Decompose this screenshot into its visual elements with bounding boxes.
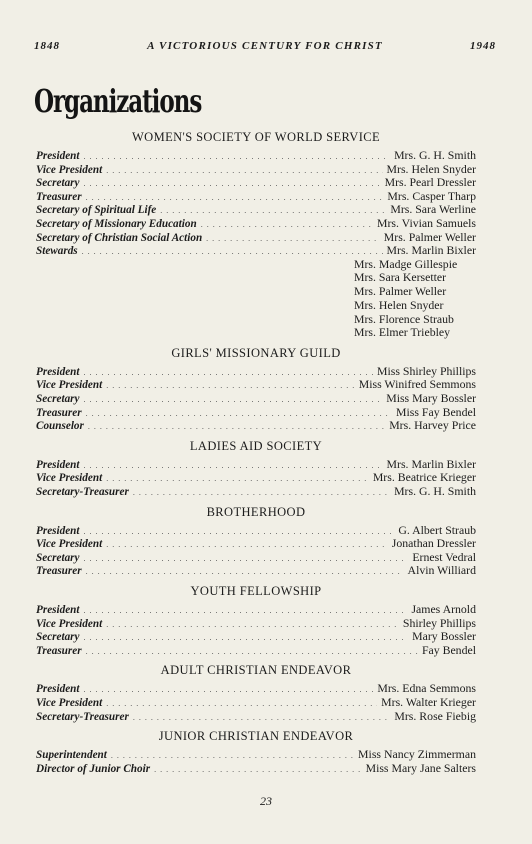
dot-leader xyxy=(84,150,391,164)
officer-row xyxy=(36,682,476,696)
officer-role: Secretary of Christian Social Action xyxy=(36,231,203,244)
section-title: ADULT CHRISTIAN ENDEAVOR xyxy=(160,663,352,678)
officer-name: Miss Winifred Semmons xyxy=(358,377,476,392)
officer-row xyxy=(36,244,476,258)
dot-leader xyxy=(84,683,374,697)
officer-name: Mrs. Sara Werline xyxy=(390,202,476,217)
officer-role: Treasurer xyxy=(36,406,82,419)
officer-name: Mrs. Beatrice Krieger xyxy=(372,470,476,485)
dot-leader xyxy=(84,177,381,191)
dot-leader xyxy=(106,538,388,552)
officer-name: Mrs. G. H. Smith xyxy=(394,148,476,162)
officer-row xyxy=(36,762,476,776)
officer-row xyxy=(36,378,476,392)
officer-row xyxy=(36,406,476,420)
officer-name: Jonathan Dressler xyxy=(391,536,476,551)
dot-leader xyxy=(160,204,386,218)
officer-role: Secretary of Missionary Education xyxy=(36,217,197,230)
officer-role: Secretary xyxy=(36,177,80,190)
header-title: A VICTORIOUS CENTURY FOR CHRIST xyxy=(147,40,383,52)
officer-name: Miss Nancy Zimmerman xyxy=(358,747,476,762)
officer-row xyxy=(36,564,476,578)
officer-row xyxy=(36,485,476,499)
officer-name: Mrs. Palmer Weller xyxy=(383,229,476,244)
organization-section xyxy=(36,584,476,657)
dot-leader xyxy=(86,645,418,659)
dot-leader xyxy=(106,164,382,178)
officer-role: Stewards xyxy=(36,245,78,258)
officer-role: Secretary-Treasurer xyxy=(36,710,129,723)
officer-role: Vice President xyxy=(36,696,103,709)
header-year-start: 1848 xyxy=(34,40,60,52)
officer-role: President xyxy=(36,524,80,537)
section-title: WOMEN'S SOCIETY OF WORLD SERVICE xyxy=(131,130,381,144)
officer-row xyxy=(36,471,476,485)
organization-section xyxy=(36,130,476,340)
officer-name: Mrs. Edna Semmons xyxy=(377,681,476,696)
dot-leader xyxy=(133,486,390,500)
dot-leader xyxy=(84,366,374,380)
officer-name: Mrs. Marlin Bixler xyxy=(386,243,476,258)
officer-role: Director of Junior Choir xyxy=(36,762,151,775)
officer-row xyxy=(36,524,476,538)
officer-row xyxy=(36,458,476,472)
officer-row xyxy=(36,603,476,617)
steward-name: Mrs. Helen Snyder xyxy=(354,297,444,312)
officer-row xyxy=(36,203,476,217)
officer-name: James Arnold xyxy=(411,602,476,616)
officer-role: President xyxy=(36,150,80,162)
officer-row xyxy=(36,630,476,644)
officer-name: G. Albert Straub xyxy=(398,522,476,537)
dot-leader xyxy=(84,604,408,618)
officer-row xyxy=(36,696,476,710)
officer-role: Secretary of Spiritual Life xyxy=(36,204,157,217)
officer-name: Mrs. Harvey Price xyxy=(389,418,476,433)
officer-role: Vice President xyxy=(36,472,103,485)
officer-role: Treasurer xyxy=(36,565,82,578)
officer-role: President xyxy=(36,458,80,471)
officer-role: Superintendent xyxy=(36,749,107,762)
officer-row xyxy=(36,392,476,406)
officer-name: Alvin Williard xyxy=(407,563,476,578)
officer-row xyxy=(36,551,476,565)
officer-role: Vice President xyxy=(36,538,103,551)
officer-row xyxy=(36,644,476,658)
dot-leader xyxy=(84,631,409,645)
officer-row xyxy=(36,217,476,231)
officer-name: Mrs. Marlin Bixler xyxy=(386,456,476,471)
officer-name: Mrs. Helen Snyder xyxy=(386,161,476,176)
officer-row xyxy=(36,190,476,204)
dot-leader xyxy=(201,218,373,232)
dot-leader xyxy=(106,618,399,632)
officer-name: Mrs. Vivian Samuels xyxy=(376,215,476,230)
officer-role: Counselor xyxy=(36,420,84,433)
steward-name: Mrs. Palmer Weller xyxy=(354,284,447,299)
officer-name: Mary Bossler xyxy=(412,629,476,644)
officer-name: Shirley Phillips xyxy=(402,615,476,630)
dot-leader xyxy=(82,245,383,259)
officer-role: President xyxy=(36,683,80,696)
dot-leader xyxy=(206,232,380,246)
officer-role: Secretary xyxy=(36,393,80,406)
officer-row xyxy=(36,710,476,724)
officer-row xyxy=(36,365,476,379)
officer-row xyxy=(36,419,476,433)
organization-section xyxy=(36,663,476,723)
officer-row xyxy=(36,617,476,631)
section-title: GIRLS' MISSIONARY GUILD xyxy=(171,345,341,360)
dot-leader xyxy=(84,459,383,473)
officer-role: President xyxy=(36,365,80,378)
officer-row xyxy=(36,537,476,551)
section-title: BROTHERHOOD xyxy=(206,504,306,519)
officer-name: Mrs. G. H. Smith xyxy=(394,484,476,499)
dot-leader xyxy=(84,525,395,539)
steward-name: Mrs. Elmer Triebley xyxy=(354,325,451,340)
officer-role: President xyxy=(36,604,80,616)
dot-leader xyxy=(88,420,385,434)
officer-role: Treasurer xyxy=(36,644,82,657)
steward-name: Mrs. Sara Kersetter xyxy=(354,270,447,285)
dot-leader xyxy=(106,697,377,711)
dot-leader xyxy=(106,472,369,486)
officer-name: Mrs. Casper Tharp xyxy=(387,188,476,203)
officer-row xyxy=(36,231,476,245)
section-title: JUNIOR CHRISTIAN ENDEAVOR xyxy=(158,729,354,744)
organization-section xyxy=(36,729,476,775)
officer-name: Miss Fay Bendel xyxy=(396,404,476,419)
organization-section xyxy=(36,439,476,499)
steward-name: Mrs. Madge Gillespie xyxy=(354,256,458,271)
officer-role: Treasurer xyxy=(36,190,82,203)
page-title: Organizations xyxy=(34,82,202,120)
officer-name: Ernest Vedral xyxy=(412,549,476,564)
page-number: 23 xyxy=(260,794,272,808)
officer-role: Secretary xyxy=(36,631,80,644)
dot-leader xyxy=(86,565,404,579)
dot-leader xyxy=(106,379,355,393)
officer-role: Vice President xyxy=(36,379,103,392)
dot-leader xyxy=(154,763,362,777)
dot-leader xyxy=(133,711,391,725)
dot-leader xyxy=(86,191,384,205)
organization-section xyxy=(36,505,476,578)
officer-role: Secretary-Treasurer xyxy=(36,486,129,499)
steward-name: Mrs. Florence Straub xyxy=(354,311,454,326)
officer-name: Miss Mary Bossler xyxy=(386,391,476,406)
officer-role: Vice President xyxy=(36,163,103,176)
officer-row xyxy=(36,149,476,163)
officer-name: Fay Bendel xyxy=(421,642,476,657)
officer-name: Mrs. Rose Fiebig xyxy=(394,708,476,723)
dot-leader xyxy=(86,407,392,421)
dot-leader xyxy=(84,393,383,407)
dot-leader xyxy=(111,749,354,763)
section-title: YOUTH FELLOWSHIP xyxy=(190,584,322,598)
officer-role: Vice President xyxy=(36,617,103,630)
running-header xyxy=(34,40,496,52)
dot-leader xyxy=(84,552,409,566)
section-title: LADIES AID SOCIETY xyxy=(189,438,323,453)
header-year-end: 1948 xyxy=(469,40,496,52)
officer-name: Miss Shirley Phillips xyxy=(377,363,476,378)
officer-name: Mrs. Walter Krieger xyxy=(381,694,476,709)
officer-row xyxy=(36,748,476,762)
officer-row xyxy=(36,163,476,177)
organizations-list xyxy=(36,130,476,781)
officer-name: Mrs. Pearl Dressler xyxy=(384,175,476,190)
organization-section xyxy=(36,346,476,433)
officer-role: Secretary xyxy=(36,551,80,564)
officer-name: Miss Mary Jane Salters xyxy=(365,760,476,775)
officer-row xyxy=(36,176,476,190)
